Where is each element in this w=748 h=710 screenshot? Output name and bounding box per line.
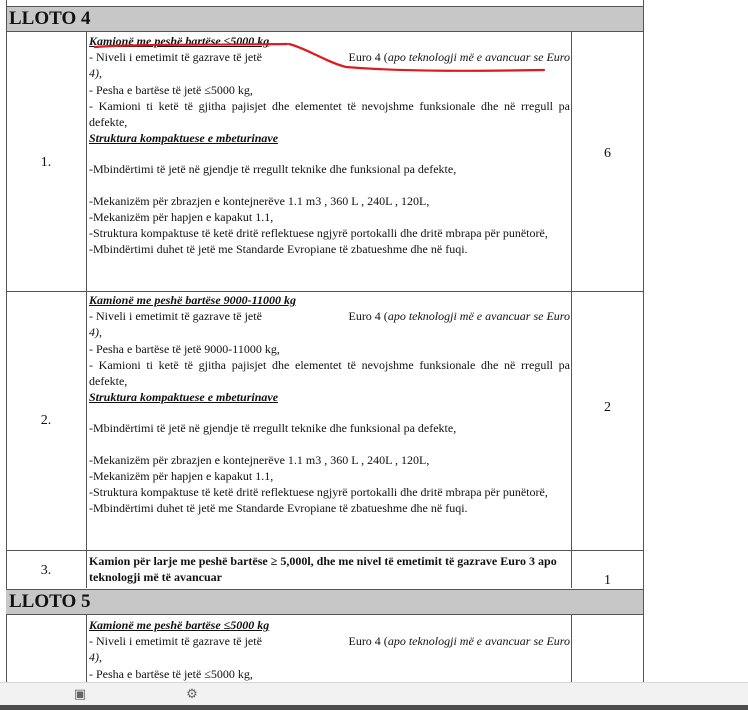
- row-quantity: 6: [604, 146, 611, 161]
- table-border-left: [6, 0, 7, 682]
- equipment-line: - Kamioni ti ketë të gjitha pajisjet dhe elementet të nevojshme funksionale dhe në rregull pa defekte,: [89, 98, 570, 130]
- emission-continuation: 4),: [89, 650, 102, 665]
- column-divider-quantity-lot5: [571, 614, 572, 682]
- gear-icon[interactable]: ⚙: [186, 687, 198, 702]
- structure-heading: Struktura kompaktuese e mbeturinave: [89, 390, 279, 405]
- column-divider-number: [86, 32, 87, 588]
- emission-euro: Euro 4 (: [348, 634, 388, 649]
- emission-continuation: 4),: [89, 66, 102, 81]
- structure-heading: Struktura kompaktuese e mbeturinave: [89, 131, 279, 146]
- standards-line: -Mbindërtimi duhet të jetë me Standarde Evropiane të zbatueshme dhe në fuqi.: [89, 501, 468, 516]
- row-description: [89, 553, 570, 585]
- item-heading: Kamionë me peshë bartëse ≤5000 kg: [89, 618, 270, 632]
- emission-italic: apo teknologji më e avancuar se Euro: [387, 50, 570, 65]
- row-description: [89, 292, 570, 516]
- weight-line: - Pesha e bartëse të jetë 9000-11000 kg,: [89, 341, 280, 356]
- emission-continuation: 4),: [89, 325, 102, 340]
- row-quantity: 2: [604, 400, 611, 415]
- book-icon[interactable]: ▣: [73, 687, 87, 702]
- equipment-line: - Kamioni ti ketë të gjitha pajisjet dhe elementet të nevojshme funksionale dhe në rregull pa defekte,: [89, 357, 570, 389]
- item-heading: Kamionë me peshë bartëse ≤5000 kg: [89, 34, 270, 48]
- emission-italic: apo teknologji më e avancuar se Euro: [387, 309, 570, 324]
- mechanism-empty-line: -Mekanizëm për zbrazjen e kontejnerëve 1.1 m3 , 360 L , 240L , 120L,: [89, 193, 430, 208]
- row-quantity: 1: [604, 573, 611, 588]
- document-page: [6, 0, 644, 682]
- mechanism-lid-line: -Mekanizëm për hapjen e kapakut 1.1,: [89, 209, 274, 224]
- emission-line: [89, 49, 570, 65]
- emission-line: [89, 633, 570, 649]
- item-heading: Kamionë me peshë bartëse 9000-11000 kg: [89, 293, 296, 307]
- row-number: 3.: [40, 563, 52, 578]
- emission-label: - Niveli i emetimit të gazrave të jetë: [89, 309, 262, 324]
- lot-4-header: LLOTO 4: [6, 6, 643, 32]
- status-strip: [0, 705, 748, 710]
- emission-euro: Euro 4 (: [348, 50, 388, 65]
- row-number: 2.: [40, 413, 52, 428]
- emission-italic: apo teknologji më e avancuar se Euro: [387, 634, 570, 649]
- row-number: 1.: [40, 155, 52, 170]
- emission-euro: Euro 4 (: [348, 309, 388, 324]
- row-divider-2: [6, 550, 643, 551]
- body-condition-line: -Mbindërtimi të jetë në gjendje të rregullt teknike dhe funksional pa defekte,: [89, 421, 457, 436]
- lot-5-header: LLOTO 5: [6, 589, 643, 615]
- row-description: [89, 617, 570, 682]
- table-border-right: [643, 0, 644, 682]
- emission-label: - Niveli i emetimit të gazrave të jetë: [89, 634, 262, 649]
- washing-truck-text: Kamion për larje me peshë bartëse ≥ 5,000l, dhe me nivel të emetimit të gazrave Euro 3 apo teknologji më të avancuar: [89, 554, 557, 585]
- emission-label: - Niveli i emetimit të gazrave të jetë: [89, 50, 262, 65]
- standards-line: -Mbindërtimi duhet të jetë me Standarde Evropiane të zbatueshme dhe në fuqi.: [89, 242, 468, 257]
- mechanism-empty-line: -Mekanizëm për zbrazjen e kontejnerëve 1.1 m3 , 360 L , 240L , 120L,: [89, 452, 430, 467]
- weight-line: - Pesha e bartëse të jetë ≤5000 kg,: [89, 666, 253, 681]
- body-condition-line: -Mbindërtimi të jetë në gjendje të rregullt teknike dhe funksional pa defekte,: [89, 162, 457, 177]
- lights-line: -Struktura kompaktuse të ketë dritë reflektuese ngjyrë portokalli dhe dritë mbrapa për punëtorë,: [89, 485, 548, 500]
- row-description: [89, 33, 570, 257]
- lights-line: -Struktura kompaktuse të ketë dritë reflektuese ngjyrë portokalli dhe dritë mbrapa për punëtorë,: [89, 226, 548, 241]
- status-bar: [0, 682, 748, 710]
- weight-line: - Pesha e bartëse të jetë ≤5000 kg,: [89, 82, 253, 97]
- column-divider-number-lot5: [86, 614, 87, 682]
- column-divider-quantity: [571, 32, 572, 588]
- mechanism-lid-line: -Mekanizëm për hapjen e kapakut 1.1,: [89, 468, 274, 483]
- emission-line: [89, 308, 570, 324]
